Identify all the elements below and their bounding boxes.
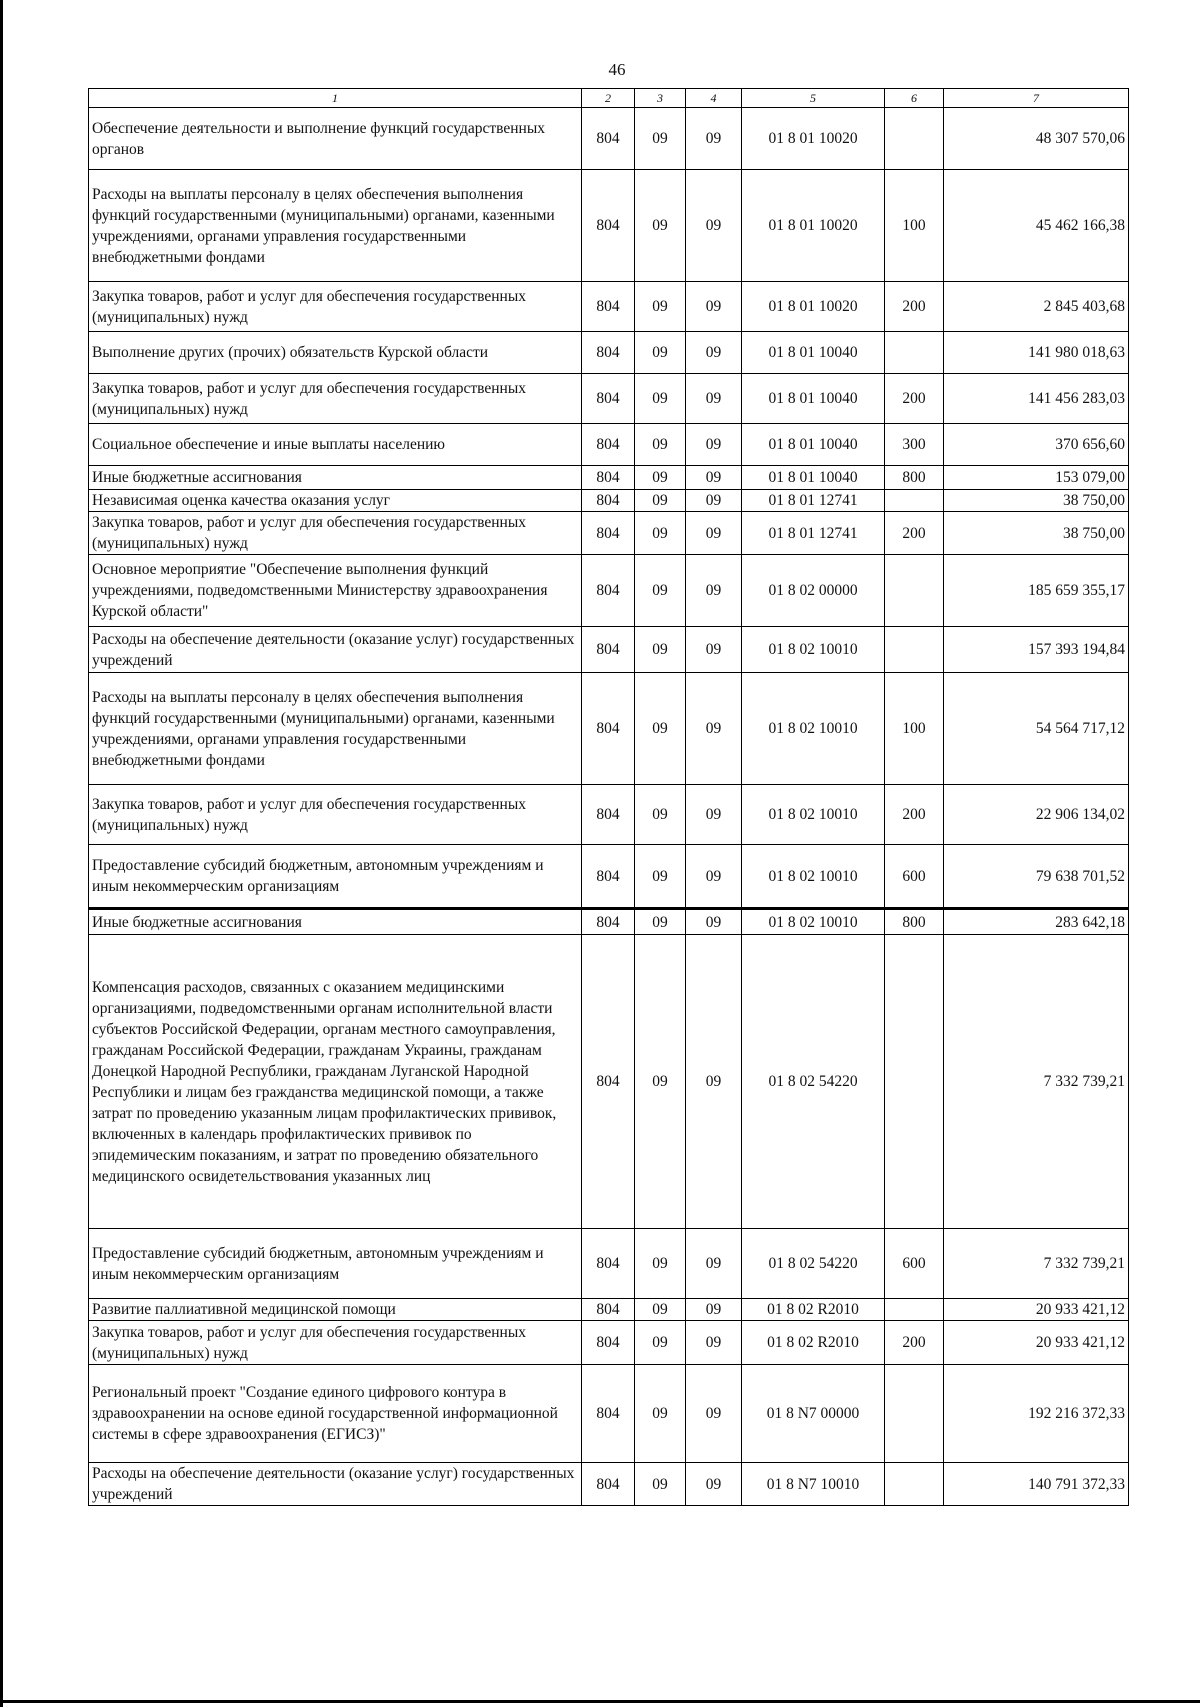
target-article-cell: 01 8 02 00000 xyxy=(742,555,885,627)
row-name-cell: Расходы на обеспечение деятельности (оказание услуг) государственных учреждений xyxy=(89,627,582,673)
ministry-code-cell: 804 xyxy=(582,627,635,673)
ministry-code-cell: 804 xyxy=(582,108,635,170)
table-row xyxy=(89,785,1129,845)
subsection-code-cell: 09 xyxy=(686,627,742,673)
ministry-code-cell: 804 xyxy=(582,785,635,845)
target-article-cell: 01 8 01 10020 xyxy=(742,170,885,282)
row-name-cell: Региональный проект "Создание единого цифрового контура в здравоохранении на основе единой государственной информационной системы в сфере здравоохранения (ЕГИСЗ)" xyxy=(89,1365,582,1463)
target-article-cell: 01 8 01 12741 xyxy=(742,512,885,555)
section-code-cell: 09 xyxy=(635,466,686,490)
subsection-code-cell: 09 xyxy=(686,282,742,332)
header-cell: 5 xyxy=(742,89,885,108)
section-code-cell: 09 xyxy=(635,555,686,627)
table-row xyxy=(89,466,1129,490)
ministry-code-cell: 804 xyxy=(582,555,635,627)
row-name-cell: Развитие паллиативной медицинской помощи xyxy=(89,1299,582,1321)
table-row xyxy=(89,555,1129,627)
ministry-code-cell: 804 xyxy=(582,935,635,1229)
subsection-code-cell: 09 xyxy=(686,374,742,424)
target-article-cell: 01 8 01 10020 xyxy=(742,108,885,170)
amount-cell: 45 462 166,38 xyxy=(944,170,1129,282)
amount-cell: 22 906 134,02 xyxy=(944,785,1129,845)
expense-type-cell: 100 xyxy=(885,170,944,282)
expense-type-cell: 200 xyxy=(885,374,944,424)
ministry-code-cell: 804 xyxy=(582,1365,635,1463)
target-article-cell: 01 8 N7 10010 xyxy=(742,1463,885,1506)
subsection-code-cell: 09 xyxy=(686,785,742,845)
target-article-cell: 01 8 N7 00000 xyxy=(742,1365,885,1463)
amount-cell: 192 216 372,33 xyxy=(944,1365,1129,1463)
subsection-code-cell: 09 xyxy=(686,909,742,935)
row-name-cell: Закупка товаров, работ и услуг для обеспечения государственных (муниципальных) нужд xyxy=(89,374,582,424)
target-article-cell: 01 8 02 R2010 xyxy=(742,1299,885,1321)
expense-type-cell: 800 xyxy=(885,909,944,935)
table-row xyxy=(89,108,1129,170)
subsection-code-cell: 09 xyxy=(686,170,742,282)
subsection-code-cell: 09 xyxy=(686,1463,742,1506)
section-code-cell: 09 xyxy=(635,1299,686,1321)
section-code-cell: 09 xyxy=(635,108,686,170)
table-row xyxy=(89,490,1129,512)
ministry-code-cell: 804 xyxy=(582,909,635,935)
expense-type-cell: 100 xyxy=(885,673,944,785)
subsection-code-cell: 09 xyxy=(686,1229,742,1299)
row-name-cell: Обеспечение деятельности и выполнение функций государственных органов xyxy=(89,108,582,170)
amount-cell: 157 393 194,84 xyxy=(944,627,1129,673)
amount-cell: 38 750,00 xyxy=(944,512,1129,555)
target-article-cell: 01 8 02 10010 xyxy=(742,673,885,785)
subsection-code-cell: 09 xyxy=(686,1299,742,1321)
expense-type-cell: 200 xyxy=(885,282,944,332)
expense-type-cell: 200 xyxy=(885,1321,944,1365)
row-name-cell: Предоставление субсидий бюджетным, автономным учреждениям и иным некоммерческим организациям xyxy=(89,1229,582,1299)
row-name-cell: Расходы на выплаты персоналу в целях обеспечения выполнения функций государственными (муниципальными) органами, казенными учреждениями, органами управления государственными внебюджетными фондами xyxy=(89,170,582,282)
row-name-cell: Предоставление субсидий бюджетным, автономным учреждениям и иным некоммерческим организациям xyxy=(89,845,582,909)
section-code-cell: 09 xyxy=(635,1229,686,1299)
ministry-code-cell: 804 xyxy=(582,490,635,512)
amount-cell: 140 791 372,33 xyxy=(944,1463,1129,1506)
row-name-cell: Расходы на выплаты персоналу в целях обеспечения выполнения функций государственными (муниципальными) органами, казенными учреждениями, органами управления государственными внебюджетными фондами xyxy=(89,673,582,785)
scan-left-edge xyxy=(0,0,3,1707)
table-row xyxy=(89,673,1129,785)
table-row xyxy=(89,627,1129,673)
target-article-cell: 01 8 01 10040 xyxy=(742,374,885,424)
expense-type-cell xyxy=(885,555,944,627)
expense-type-cell xyxy=(885,332,944,374)
section-code-cell: 09 xyxy=(635,785,686,845)
table-row xyxy=(89,512,1129,555)
section-code-cell: 09 xyxy=(635,490,686,512)
amount-cell: 141 980 018,63 xyxy=(944,332,1129,374)
row-name-cell: Иные бюджетные ассигнования xyxy=(89,466,582,490)
row-name-cell: Социальное обеспечение и иные выплаты населению xyxy=(89,424,582,466)
section-code-cell: 09 xyxy=(635,1365,686,1463)
subsection-code-cell: 09 xyxy=(686,332,742,374)
target-article-cell: 01 8 02 10010 xyxy=(742,785,885,845)
expense-type-cell: 300 xyxy=(885,424,944,466)
target-article-cell: 01 8 01 10040 xyxy=(742,424,885,466)
row-name-cell: Закупка товаров, работ и услуг для обеспечения государственных (муниципальных) нужд xyxy=(89,1321,582,1365)
subsection-code-cell: 09 xyxy=(686,424,742,466)
section-code-cell: 09 xyxy=(635,512,686,555)
target-article-cell: 01 8 01 12741 xyxy=(742,490,885,512)
section-code-cell: 09 xyxy=(635,282,686,332)
row-name-cell: Расходы на обеспечение деятельности (оказание услуг) государственных учреждений xyxy=(89,1463,582,1506)
table-row xyxy=(89,845,1129,909)
table-row xyxy=(89,935,1129,1229)
amount-cell: 20 933 421,12 xyxy=(944,1299,1129,1321)
scan-bottom-edge xyxy=(0,1700,1200,1703)
amount-cell: 48 307 570,06 xyxy=(944,108,1129,170)
subsection-code-cell: 09 xyxy=(686,1321,742,1365)
subsection-code-cell: 09 xyxy=(686,490,742,512)
subsection-code-cell: 09 xyxy=(686,845,742,909)
ministry-code-cell: 804 xyxy=(582,170,635,282)
ministry-code-cell: 804 xyxy=(582,1321,635,1365)
amount-cell: 79 638 701,52 xyxy=(944,845,1129,909)
table-row xyxy=(89,424,1129,466)
subsection-code-cell: 09 xyxy=(686,466,742,490)
amount-cell: 2 845 403,68 xyxy=(944,282,1129,332)
ministry-code-cell: 804 xyxy=(582,282,635,332)
row-name-cell: Выполнение других (прочих) обязательств Курской области xyxy=(89,332,582,374)
header-cell: 7 xyxy=(944,89,1129,108)
target-article-cell: 01 8 02 54220 xyxy=(742,1229,885,1299)
table-row xyxy=(89,374,1129,424)
row-name-cell: Закупка товаров, работ и услуг для обеспечения государственных (муниципальных) нужд xyxy=(89,512,582,555)
table-row xyxy=(89,282,1129,332)
amount-cell: 7 332 739,21 xyxy=(944,1229,1129,1299)
ministry-code-cell: 804 xyxy=(582,424,635,466)
header-cell: 1 xyxy=(89,89,582,108)
amount-cell: 7 332 739,21 xyxy=(944,935,1129,1229)
row-name-cell: Независимая оценка качества оказания услуг xyxy=(89,490,582,512)
amount-cell: 54 564 717,12 xyxy=(944,673,1129,785)
row-name-cell: Основное мероприятие "Обеспечение выполнения функций учреждениями, подведомственными Министерству здравоохранения Курской области" xyxy=(89,555,582,627)
subsection-code-cell: 09 xyxy=(686,512,742,555)
table-header-row xyxy=(89,89,1129,108)
amount-cell: 153 079,00 xyxy=(944,466,1129,490)
ministry-code-cell: 804 xyxy=(582,673,635,785)
expense-type-cell xyxy=(885,1463,944,1506)
section-code-cell: 09 xyxy=(635,170,686,282)
expense-type-cell xyxy=(885,490,944,512)
table-row xyxy=(89,909,1129,935)
section-code-cell: 09 xyxy=(635,673,686,785)
target-article-cell: 01 8 02 10010 xyxy=(742,845,885,909)
expense-type-cell: 800 xyxy=(885,466,944,490)
section-code-cell: 09 xyxy=(635,1321,686,1365)
budget-table xyxy=(88,88,1129,1506)
header-cell: 2 xyxy=(582,89,635,108)
expense-type-cell xyxy=(885,627,944,673)
row-name-cell: Иные бюджетные ассигнования xyxy=(89,909,582,935)
expense-type-cell xyxy=(885,935,944,1229)
target-article-cell: 01 8 01 10040 xyxy=(742,466,885,490)
section-code-cell: 09 xyxy=(635,332,686,374)
header-cell: 4 xyxy=(686,89,742,108)
amount-cell: 20 933 421,12 xyxy=(944,1321,1129,1365)
subsection-code-cell: 09 xyxy=(686,935,742,1229)
amount-cell: 283 642,18 xyxy=(944,909,1129,935)
page-number: 46 xyxy=(608,60,626,79)
row-name-cell: Закупка товаров, работ и услуг для обеспечения государственных (муниципальных) нужд xyxy=(89,282,582,332)
row-name-cell: Компенсация расходов, связанных с оказанием медицинскими организациями, подведомственными органам исполнительной власти субъектов Российской Федерации, органам местного самоуправления, гражданам Российской Федерации, гражданам Украины, гражданам Донецкой Народной Республики, гражданам Луганской Народной Республики и лицам без гражданства медицинской помощи, а также затрат по проведению указанным лицам профилактических прививок, включенных в календарь профилактических прививок по эпидемическим показаниям, и затрат по проведению обязательного медицинского освидетельствования указанных лиц xyxy=(89,935,582,1229)
table-row xyxy=(89,170,1129,282)
ministry-code-cell: 804 xyxy=(582,332,635,374)
ministry-code-cell: 804 xyxy=(582,1463,635,1506)
expense-type-cell: 600 xyxy=(885,845,944,909)
target-article-cell: 01 8 01 10040 xyxy=(742,332,885,374)
amount-cell: 370 656,60 xyxy=(944,424,1129,466)
expense-type-cell: 200 xyxy=(885,785,944,845)
header-cell: 3 xyxy=(635,89,686,108)
subsection-code-cell: 09 xyxy=(686,555,742,627)
table-row xyxy=(89,1365,1129,1463)
amount-cell: 141 456 283,03 xyxy=(944,374,1129,424)
section-code-cell: 09 xyxy=(635,845,686,909)
subsection-code-cell: 09 xyxy=(686,673,742,785)
expense-type-cell xyxy=(885,1299,944,1321)
amount-cell: 185 659 355,17 xyxy=(944,555,1129,627)
ministry-code-cell: 804 xyxy=(582,466,635,490)
expense-type-cell xyxy=(885,1365,944,1463)
table-row xyxy=(89,1463,1129,1506)
section-code-cell: 09 xyxy=(635,909,686,935)
header-cell: 6 xyxy=(885,89,944,108)
ministry-code-cell: 804 xyxy=(582,374,635,424)
expense-type-cell xyxy=(885,108,944,170)
expense-type-cell: 200 xyxy=(885,512,944,555)
ministry-code-cell: 804 xyxy=(582,1299,635,1321)
target-article-cell: 01 8 02 54220 xyxy=(742,935,885,1229)
row-name-cell: Закупка товаров, работ и услуг для обеспечения государственных (муниципальных) нужд xyxy=(89,785,582,845)
target-article-cell: 01 8 02 10010 xyxy=(742,909,885,935)
table-row xyxy=(89,332,1129,374)
target-article-cell: 01 8 02 10010 xyxy=(742,627,885,673)
subsection-code-cell: 09 xyxy=(686,1365,742,1463)
subsection-code-cell: 09 xyxy=(686,108,742,170)
target-article-cell: 01 8 02 R2010 xyxy=(742,1321,885,1365)
section-code-cell: 09 xyxy=(635,935,686,1229)
ministry-code-cell: 804 xyxy=(582,512,635,555)
section-code-cell: 09 xyxy=(635,374,686,424)
section-code-cell: 09 xyxy=(635,1463,686,1506)
ministry-code-cell: 804 xyxy=(582,1229,635,1299)
table-row xyxy=(89,1321,1129,1365)
section-code-cell: 09 xyxy=(635,424,686,466)
expense-type-cell: 600 xyxy=(885,1229,944,1299)
section-code-cell: 09 xyxy=(635,627,686,673)
table-row xyxy=(89,1299,1129,1321)
amount-cell: 38 750,00 xyxy=(944,490,1129,512)
ministry-code-cell: 804 xyxy=(582,845,635,909)
target-article-cell: 01 8 01 10020 xyxy=(742,282,885,332)
table-row xyxy=(89,1229,1129,1299)
